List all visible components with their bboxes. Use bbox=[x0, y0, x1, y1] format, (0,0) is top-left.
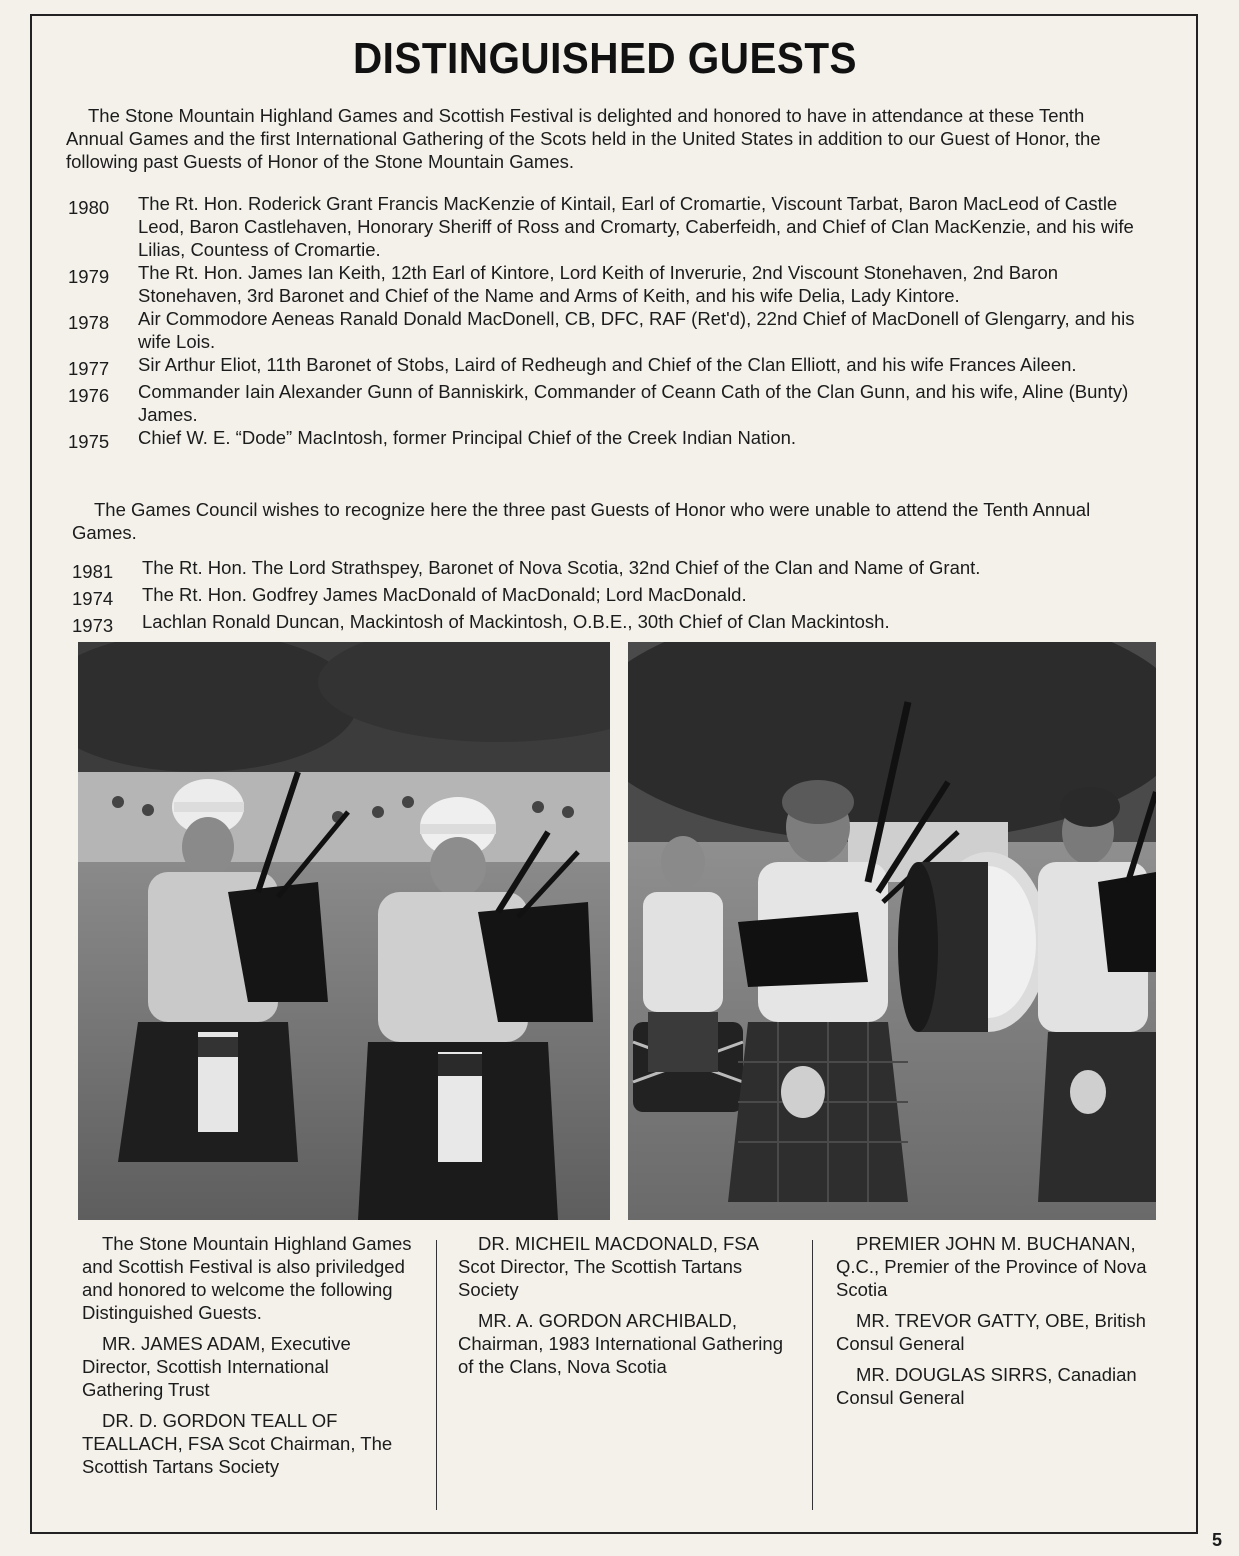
guest-entry bbox=[68, 353, 1138, 380]
distinguished-guests-intro: The Stone Mountain Highland Games and Scottish Festival is also priviledged and honored to welcome the following Distinguished Guests. bbox=[82, 1233, 412, 1323]
guest-year: 1975 bbox=[68, 431, 110, 452]
guest-text: The Rt. Hon. Roderick Grant Francis MacKenzie of Kintail, Earl of Cromartie, Viscount Tarbat, Baron MacLeod of Castle Leod, Baron Castlehaven, Honorary Sheriff of Ross and Cromarty, Caberfeidh, and Chief of Clan MacKenzie, and his wife Lilias, Countess of Cromartie. bbox=[138, 193, 1134, 260]
distinguished-guests-column-2 bbox=[458, 1232, 793, 1386]
distinguished-guests-column-3 bbox=[836, 1232, 1166, 1417]
guest-year: 1977 bbox=[68, 358, 110, 379]
column-divider bbox=[436, 1240, 437, 1510]
guest-entry bbox=[68, 307, 1138, 353]
guest-entry bbox=[68, 261, 1138, 307]
photo-young-pipers-drummer bbox=[628, 642, 1156, 1220]
guest-text: The Rt. Hon. James Ian Keith, 12th Earl of Kintore, Lord Keith of Inverurie, 2nd Viscount Stonehaven, 2nd Baron Stonehaven, 3rd Baronet and Chief of the Name and Arms of Keith, and his wife Delia, Lady Kintore. bbox=[138, 262, 1059, 306]
guest-text: Sir Arthur Eliot, 11th Baronet of Stobs, Laird of Redheugh and Chief of the Clan Elliott, and his wife Frances Aileen. bbox=[138, 354, 1077, 375]
guest-text: Chief W. E. “Dode” MacIntosh, former Principal Chief of the Creek Indian Nation. bbox=[138, 427, 797, 448]
past-guests-list bbox=[68, 192, 1138, 453]
guest-entry bbox=[72, 583, 1132, 610]
page-title: DISTINGUISHED GUESTS bbox=[352, 34, 858, 83]
guest-year: 1979 bbox=[68, 266, 110, 287]
guest-year: 1978 bbox=[68, 312, 110, 333]
recognize-paragraph: The Games Council wishes to recognize here the three past Guests of Honor who were unable to attend the Tenth Annual Games. bbox=[72, 499, 1091, 543]
guest-text: Air Commodore Aeneas Ranald Donald MacDonell, CB, DFC, RAF (Ret'd), 22nd Chief of MacDonell of Glengarry, and his wife Lois. bbox=[138, 308, 1135, 352]
distinguished-guest-entry: MR. A. GORDON ARCHIBALD, Chairman, 1983 International Gathering of the Clans, Nova Scotia bbox=[458, 1310, 783, 1377]
guest-entry bbox=[72, 556, 1132, 583]
distinguished-guests-column-1 bbox=[82, 1232, 412, 1486]
guest-year: 1976 bbox=[68, 385, 110, 406]
intro-paragraph: The Stone Mountain Highland Games and Scottish Festival is delighted and honored to have in attendance at these Tenth Annual Games and the first International Gathering of the Scots held in the United States in addition to our Guest of Honor, the following past Guests of Honor of the Stone Mountain Games. bbox=[66, 105, 1101, 172]
guest-entry bbox=[68, 380, 1138, 426]
guest-year: 1974 bbox=[72, 588, 114, 609]
column-divider bbox=[812, 1240, 813, 1510]
guest-entry bbox=[72, 610, 1132, 637]
distinguished-guest-entry: DR. D. GORDON TEALL OF TEALLACH, FSA Scot Chairman, The Scottish Tartans Society bbox=[82, 1410, 393, 1477]
distinguished-guest-entry: MR. TREVOR GATTY, OBE, British Consul General bbox=[836, 1310, 1146, 1354]
guest-entry bbox=[68, 426, 1138, 453]
guest-text: The Rt. Hon. The Lord Strathspey, Baronet of Nova Scotia, 32nd Chief of the Clan and Name of Grant. bbox=[142, 557, 981, 578]
distinguished-guest-entry: PREMIER JOHN M. BUCHANAN, Q.C., Premier of the Province of Nova Scotia bbox=[836, 1233, 1147, 1300]
photo-pipers-helmets bbox=[78, 642, 610, 1220]
guest-text: Commander Iain Alexander Gunn of Banniskirk, Commander of Ceann Cath of the Clan Gunn, and his wife, Aline (Bunty) James. bbox=[138, 381, 1129, 425]
page-number: 5 bbox=[1212, 1530, 1223, 1550]
guest-text: The Rt. Hon. Godfrey James MacDonald of MacDonald; Lord MacDonald. bbox=[142, 584, 747, 605]
guest-year: 1980 bbox=[68, 197, 110, 218]
guest-year: 1981 bbox=[72, 561, 114, 582]
absent-guests-list bbox=[72, 556, 1132, 637]
guest-year: 1973 bbox=[72, 615, 114, 636]
distinguished-guest-entry: MR. JAMES ADAM, Executive Director, Scottish International Gathering Trust bbox=[82, 1333, 351, 1400]
guest-text: Lachlan Ronald Duncan, Mackintosh of Mackintosh, O.B.E., 30th Chief of Clan Mackintosh. bbox=[142, 611, 890, 632]
guest-entry bbox=[68, 192, 1138, 261]
distinguished-guest-entry: MR. DOUGLAS SIRRS, Canadian Consul General bbox=[836, 1364, 1137, 1408]
distinguished-guest-entry: DR. MICHEIL MACDONALD, FSA Scot Director, The Scottish Tartans Society bbox=[458, 1233, 758, 1300]
